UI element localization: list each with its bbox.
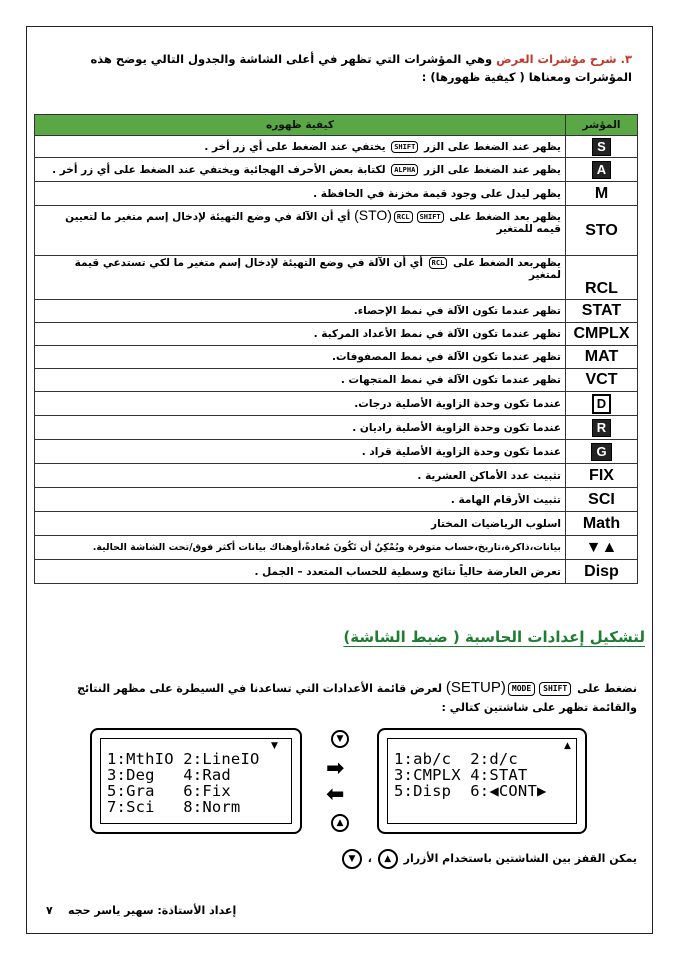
shift-key-icon: SHIFT: [391, 141, 418, 153]
indicator-symbol: S: [566, 136, 638, 158]
indicator-meaning: تظهر عندما تكون الآلة في نمط الأعداد المركبة .: [35, 323, 566, 346]
intro-paragraph: [44, 50, 632, 86]
setup-description: لعرض قائمة الأعدادات التي تساعدنا في السيطرة على مظهر النتائج والقائمة تظهر على شاشتين كتالي :: [77, 682, 637, 714]
table-row: [35, 182, 638, 206]
indicator-table: [34, 114, 638, 584]
indicator-symbol: SCI: [566, 488, 638, 512]
table-row: [35, 536, 638, 560]
indicator-symbol: R: [566, 416, 638, 440]
setup-label: (SETUP): [445, 679, 506, 696]
indicator-meaning: تظهر عندما تكون الآلة في نمط الإحصاء.: [35, 300, 566, 323]
calculator-screen-left: [90, 728, 302, 834]
indicator-meaning: يظهر عند الضغط على الزر SHIFT يختفي عند الضغط على أي زر أخر .: [35, 136, 566, 158]
alpha-key-icon: ALPHA: [391, 164, 418, 176]
setup-section-title: لتشكيل إعدادات الحاسبة ( ضبط الشاشة): [343, 628, 645, 646]
table-row: [35, 158, 638, 182]
table-row: [35, 464, 638, 488]
setup-instructions: [77, 678, 637, 717]
table-row: [35, 206, 638, 256]
table-row: [35, 300, 638, 323]
left-arrow-icon: ⬅: [326, 782, 345, 807]
indicator-meaning: اسلوب الرياضيات المختار: [35, 512, 566, 536]
down-arrow-key-icon: ▼: [342, 849, 362, 869]
section-number: ٣.: [620, 52, 632, 66]
shift-key-icon: SHIFT: [539, 682, 571, 696]
indicator-meaning: تظهر عندما تكون الآلة في نمط المصفوفات.: [35, 346, 566, 369]
indicator-symbol: M: [566, 182, 638, 206]
indicator-symbol: Math: [566, 512, 638, 536]
rcl-key-icon: RCL: [429, 257, 448, 269]
indicator-symbol: D: [566, 392, 638, 416]
table-row: [35, 512, 638, 536]
indicator-meaning: يظهر بعد الضغط على SHIFTRCL(STO) أي أن الآلة في وضع التهيئة لإدخال إسم متغير ما لتعيين قيمه للمتغير: [35, 206, 566, 256]
indicator-symbol: Disp: [566, 560, 638, 584]
calculator-screen-right: [377, 728, 587, 834]
mode-key-icon: MODE: [508, 682, 535, 696]
indicator-meaning: تثبيت الأرقام الهامة .: [35, 488, 566, 512]
indicator-symbol: G: [566, 440, 638, 464]
table-row: [35, 369, 638, 392]
table-row: [35, 488, 638, 512]
indicator-meaning: تثبيت عدد الأماكن العشرية .: [35, 464, 566, 488]
section-heading: شرح مؤشرات العرض: [496, 52, 617, 66]
indicator-symbol: CMPLX: [566, 323, 638, 346]
table-row: [35, 136, 638, 158]
indicator-symbol: FIX: [566, 464, 638, 488]
indicator-symbol: MAT: [566, 346, 638, 369]
rcl-key-icon: RCL: [394, 211, 413, 223]
table-row: [35, 392, 638, 416]
table-row: [35, 416, 638, 440]
indicator-symbol: RCL: [566, 256, 638, 300]
table-row: [35, 346, 638, 369]
indicator-symbol: A: [566, 158, 638, 182]
indicator-meaning: عندما تكون وحدة الزاوية الأصلية درجات.: [35, 392, 566, 416]
indicator-meaning: يظهر ليدل على وجود قيمة مخزنة في الحافظة .: [35, 182, 566, 206]
indicator-meaning: بيانات،ذاكرة،تاريخ،حساب متوفرة ويُمْكِنُ أن تَكُونَ مُعادةً،أوهناك بيانات أكثر فوق/تحت الشاشة الحالية.: [35, 536, 566, 560]
scroll-arrows-icon: ▼▲: [566, 536, 638, 560]
indicator-symbol: VCT: [566, 369, 638, 392]
up-arrow-key-icon: ▲: [331, 814, 349, 832]
up-arrow-key-icon: ▲: [378, 849, 398, 869]
table-row: [35, 323, 638, 346]
screen-menu: 1:ab/c 2:d/c 3:CMPLX 4:STAT 5:Disp 6:◀CONT▶: [394, 750, 547, 800]
page-footer: [46, 904, 236, 917]
up-indicator-icon: ▲: [564, 741, 571, 751]
navigation-note: يمكن القفز بين الشاشتين باستخدام الأزرار ▲ ، ▼: [340, 849, 637, 869]
author: إعداد الأستاذة: سهير ياسر حجه: [68, 904, 237, 917]
indicator-symbol: STO: [566, 206, 638, 256]
table-header-row: [35, 115, 638, 136]
intro-text: وهي المؤشرات التي تظهر في أعلى الشاشة والجدول التالي يوضح هذه المؤشرات ومعناها ( كيفية ظهورها) :: [90, 52, 632, 84]
indicator-symbol: STAT: [566, 300, 638, 323]
table-row: [35, 560, 638, 584]
indicator-meaning: يظهربعد الضغط على RCL أي أن الآلة في وضع التهيئة لإدخال إسم متغير ما لكي تستدعي قيمة لمتغير: [35, 256, 566, 300]
page-number: ٧: [46, 904, 53, 917]
header-indicator: المؤشر: [566, 115, 638, 136]
screen-menu: 1:MthIO 2:LineIO 3:Deg 4:Rad 5:Gra 6:Fix 7:Sci 8:Norm: [107, 750, 260, 816]
right-arrow-icon: ➡: [326, 756, 345, 781]
press-text: نضغط على: [577, 682, 637, 695]
header-meaning: كيفية ظهوره: [35, 115, 566, 136]
table-row: [35, 256, 638, 300]
indicator-meaning: يظهر عند الضغط على الزر ALPHA لكتابة بعض الأحرف الهجائية ويختفي عند الضغط على أي زر أخر .: [35, 158, 566, 182]
indicator-meaning: عندما تكون وحدة الزاوية الأصلية قراد .: [35, 440, 566, 464]
indicator-meaning: تعرض العارضة حالياً نتائج وسطية للحساب المتعدد – الجمل .: [35, 560, 566, 584]
down-indicator-icon: ▼: [271, 741, 278, 751]
table-row: [35, 440, 638, 464]
down-arrow-key-icon: ▼: [331, 730, 349, 748]
indicator-meaning: عندما تكون وحدة الزاوية الأصلية راديان .: [35, 416, 566, 440]
shift-key-icon: SHIFT: [417, 211, 444, 223]
indicator-meaning: تظهر عندما تكون الآلة في نمط المتجهات .: [35, 369, 566, 392]
